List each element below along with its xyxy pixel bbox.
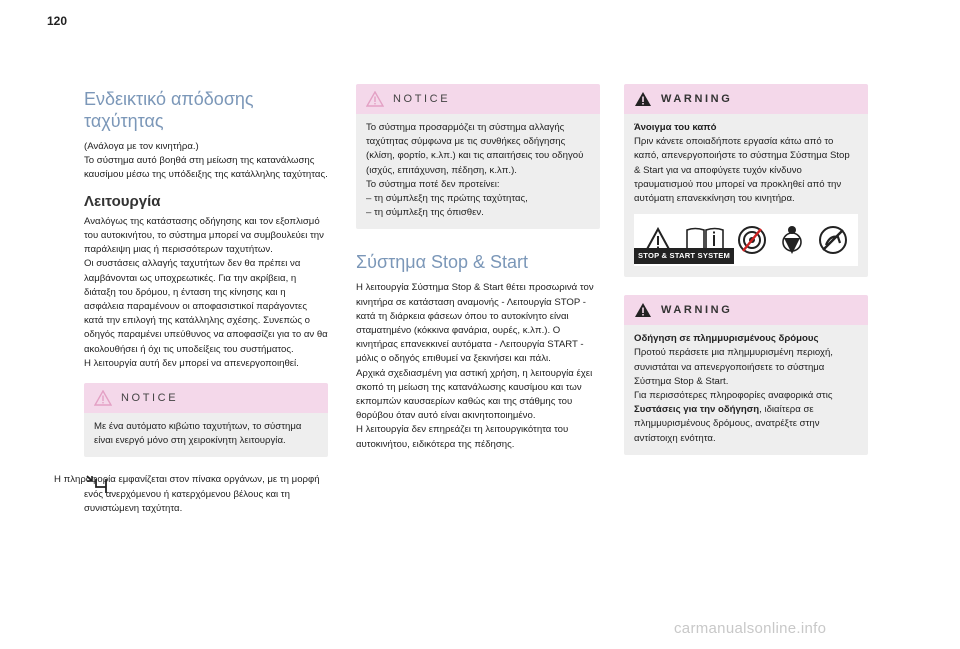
warning-box-2 xyxy=(624,295,868,455)
warning-body-2 xyxy=(624,325,868,455)
warning-body-1 xyxy=(624,114,868,277)
hand-hazard-icon xyxy=(779,224,805,256)
column-2 xyxy=(356,84,600,452)
warning-triangle-icon xyxy=(94,390,112,406)
column-3 xyxy=(624,84,868,455)
notice-box-2 xyxy=(356,84,600,229)
notice-body-2 xyxy=(356,114,600,229)
watermark: carmanualsonline.info xyxy=(674,620,827,637)
notice-body xyxy=(84,413,328,457)
title-stop-start: Σύστημα Stop & Start xyxy=(356,252,529,273)
notice-header xyxy=(84,383,328,413)
notice-text-2: Το σύστημα προσαρμόζει τη σύστημα αλλαγής ταχύτητας σύμφωνα με τις συνθήκες οδήγησης (κλίση, φορτίο, κ.λπ.) και τις απαιτήσεις του οδηγού (ισχύς, επιτάχυνση, πέδηση, κ.λπ.). Το σύστημα ποτέ δεν προτείνει: – τη σύμπλεξη της πρώτης ταχύτητας, – τη σύμπλεξη της όπισθεν. xyxy=(366,122,584,219)
note-block xyxy=(54,473,328,516)
warning-text-2 xyxy=(634,346,858,445)
warning-triangle-icon xyxy=(634,91,652,107)
title-gear-indicator: Ενδεικτικό απόδοσης ταχύτητας xyxy=(84,89,254,131)
stop-start-system-badge: STOP & START SYSTEM xyxy=(634,248,734,264)
notice-text: Με ένα αυτόματο κιβώτιο ταχυτήτων, το σύστημα είναι ενεργό μόνο στη χειροκίνητη λειτουργία. xyxy=(94,421,302,447)
fan-hazard-icon xyxy=(737,225,767,255)
stop-start-text: Η λειτουργία Σύστημα Stop & Start θέτει προσωρινά τον κινητήρα σε κατάσταση αναμονής - Λειτουργία STOP - κατά τη διάρκεια φάσεων όπου το αυτοκίνητο είναι σταματημένο (κόκκινα φανάρια, ουρές, κ.λπ.). Ο κινητήρας επανεκκινεί αυτόματα - Λειτουργία START - μόλις ο οδηγός επιθυμεί να ξεκινήσει και πάλι. Αρχικά σχεδιασμένη για αστική χρήση, η λειτουργία έχει σκοπό τη μείωση της κατανάλωσης καυσίμου και των εκπομπών καυσαερίων καθώς και της στάθμης του θορύβου όταν αυτό είναι ακινητοποιημένο. Η λειτουργία δεν επηρεάζει τη λειτουργικότητα του αυτοκινήτου, ειδικότερα της πέδησης. xyxy=(356,282,594,450)
notice-label-2: NOTICE xyxy=(393,92,451,105)
warning-text-1: Πριν κάνετε οποιαδήποτε εργασία κάτω από το καπό, απενεργοποιήστε το σύστημα Σύστημα Stop & Start για να αποφύγετε τυχόν κίνδυνο τραυματισμού που μπορεί να προκληθεί από την αυτόματη επανεκκίνηση του κινητήρα. xyxy=(634,136,850,205)
warning-text-2-bold: Συστάσεις για την οδήγηση xyxy=(634,404,760,416)
warning-box-1 xyxy=(624,84,868,277)
warning-text-2a: Προτού περάσετε μια πλημμυρισμένη περιοχή, συνιστάται να απενεργοποιήσετε το σύστημα Σύστημα Stop & Start. Για περισσότερες πληροφορίες αναφορικά στις xyxy=(634,347,833,402)
warning-header-1 xyxy=(624,84,868,114)
warning-label-1: WARNING xyxy=(661,92,733,105)
warning-triangle-icon xyxy=(366,91,384,107)
warning-label-2: WARNING xyxy=(661,304,733,317)
no-touch-icon xyxy=(818,225,848,255)
page-number: 120 xyxy=(47,14,68,28)
warning-heading-2: Οδήγηση σε πλημμυρισμένους δρόμους xyxy=(634,333,819,345)
note-text: Η πληροφορία εμφανίζεται στον πίνακα οργάνων, με τη μορφή ενός ανερχόμενου ή κατερχόμενου βέλους και τη συνιστώμενη ταχύτητα. xyxy=(54,474,320,514)
warning-text-2b: , ιδιαίτερα σε πλημμυρισμένους δρόμους, ανατρέξτε στην αντίστοιχη ενότητα. xyxy=(634,404,820,444)
warning-triangle-icon xyxy=(634,302,652,318)
notice-label: NOTICE xyxy=(121,391,179,404)
notice-header-2 xyxy=(356,84,600,114)
operation-text: Αναλόγως της κατάστασης οδήγησης και τον εξοπλισμό του αυτοκινήτου, το σύστημα μπορεί να συμβουλεύει την παράλειψη μιας ή περισσότερων ταχυτήτων. Οι συστάσεις αλλαγής ταχυτήτων δεν θα πρέπει να λαμβάνονται ως υποχρεωτικές. Για την ακρίβεια, η διάταξη του δρόμου, η ένταση της κίνησης και η ασφάλεια παραμένουν οι αποφασιστικοί παράγοντες κατά την επιλογή της κατάλληλης σχέσης. Συνεπώς ο οδηγός παραμένει υπεύθυνος να αποφασίζει για το αν θα ακολουθήσει ή όχι τις υποδείξεις του συστήματος. Η λειτουργία αυτή δεν μπορεί να απενεργοποιηθεί. xyxy=(84,215,328,369)
hood-warning-icons xyxy=(634,214,858,266)
section-title-operation: Λειτουργία xyxy=(84,192,161,210)
warning-heading-1: Άνοιγμα του καπό xyxy=(634,122,717,133)
column-1 xyxy=(54,88,328,516)
intro-text: (Ανάλογα με τον κινητήρα.) Το σύστημα αυτό βοηθά στη μείωση της κατανάλωσης καυσίμου μέσω της υπόδειξης της κατάλληλης ταχύτητας. xyxy=(84,141,328,181)
warning-header-2 xyxy=(624,295,868,325)
notice-box-1 xyxy=(84,383,328,457)
